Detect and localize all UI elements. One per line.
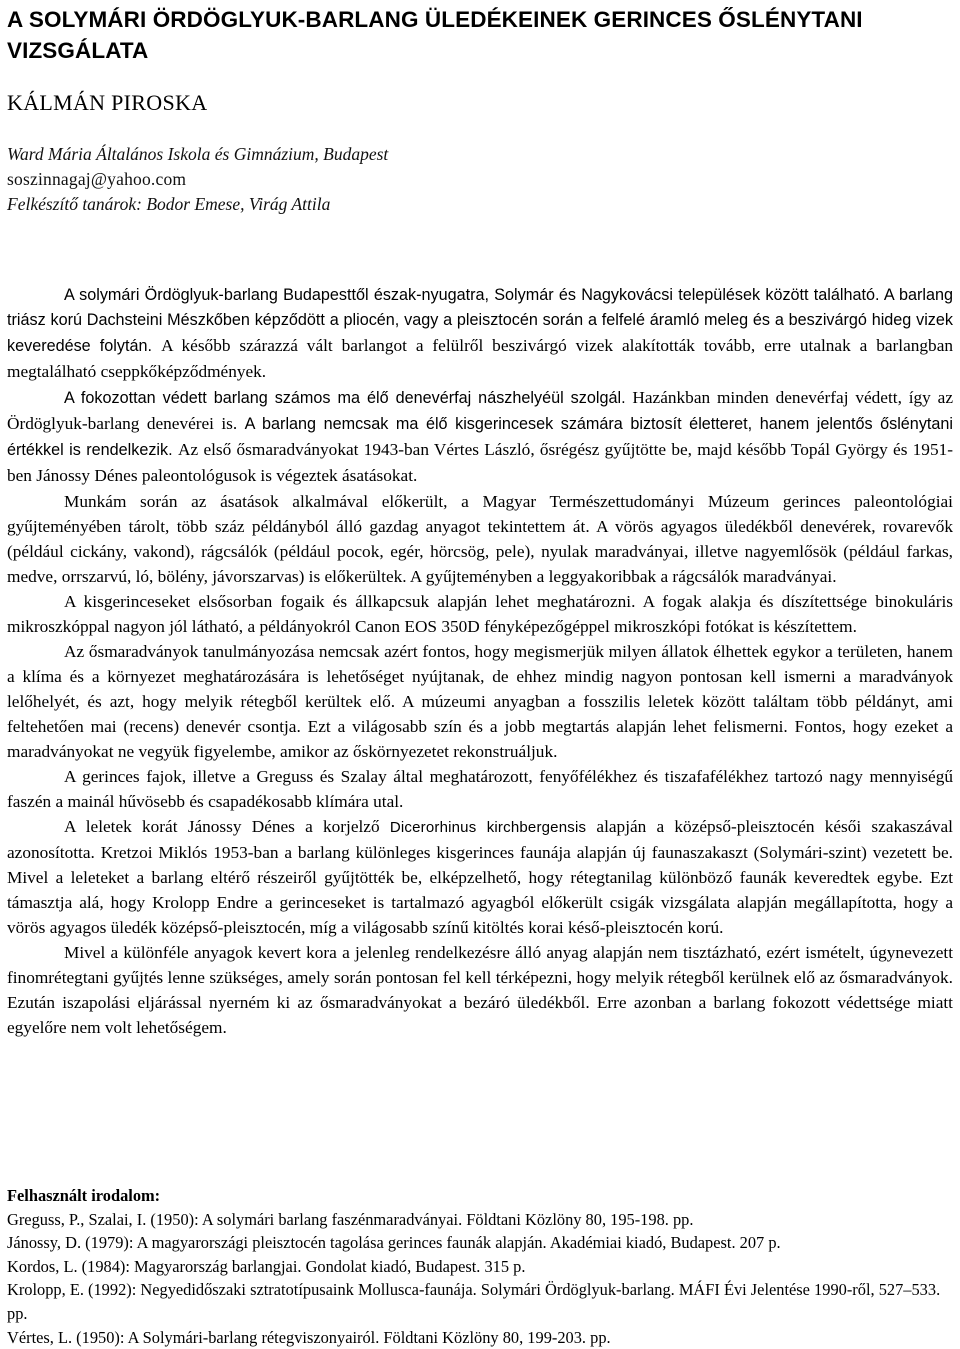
reference-item: Greguss, P., Szalai, I. (1950): A solymári barlang faszénmaradványai. Földtani Közlöny 80, 195-198. pp. [7,1209,694,1229]
p6-part-a: A leletek korát Jánossy Dénes a korjelző [64,817,390,836]
paragraph-2: Munkám során az ásatások alkalmával előkerült, a Magyar Természettudományi Múzeum gerinces paleontológiai gyűjteményében tárolt, több száz példányból álló gazdag anyagot tekintettem át. A vörös agyagos üledékből denevérek, rovarevők (például cickány, vakond), rágcsálók (például pocok, egér, hörcsög, pele), nyulak maradványai, illetve nagyemlősök (például farkas, medve, orrszarvú, ló, bölény, jávorszarvas) is előkerültek. A gyűjteményben a leggyakoribbak a rágcsálók maradványai. [7,492,953,586]
p6-part-b: alapján a középső-pleisztocén késői szakaszával azonosította. Kretzoi Miklós 1953-ban a barlang különleges kisgerinces faunája alapján új faunaszakaszt (Solymári-szint) vezetett be. Mivel a leleteket a barlang eltérő részeiről gyűjtötték be, elképzelhető, hogy rétegtanilag különböző faunák keveredtek egybe. Ezt támasztja alá, hogy Krolopp Endre a gerinceseket is tartalmazó agyagból előkerült csigák vizsgálata alapján megállapította, hogy a vörös agyagos üledék középső-pleisztocén, míg a világosabb színű kitöltés korai késő-pleisztocén korú. [7,817,953,937]
body-text [7,283,953,1040]
reference-item: Vértes, L. (1950): A Solymári-barlang rétegviszonyairól. Földtani Közlöny 80, 199-203. pp. [7,1327,611,1347]
affiliation-block [7,142,388,217]
p1-sentence-intro: A solymári Ördöglyuk-barlang Budapesttől észak-nyugatra, Solymár és Nagykovácsi települések között található. A barlang triász korú Dachsteini Mészkőben képződött a pliocén, vagy a pleisztocén során a felfelé áramló meleg és a beszivárgó hideg vizek keveredése folytán. [7,286,953,355]
author-name: KÁLMÁN PIROSKA [7,90,208,115]
p1-sentence-bats: Hazánkban minden denevérfaj védett, így az Ördöglyuk-barlang denevérei is. [7,388,953,433]
p1-sentence-protected: A fokozottan védett barlang számos ma élő denevérfaj nászhelyéül szolgál. [64,389,626,407]
paragraph-1 [7,283,953,385]
paper-title: A SOLYMÁRI ÖRDÖGLYUK-BARLANG ÜLEDÉKEINEK GERINCES ŐSLÉNYTANI VIZSGÁLATA [7,7,863,63]
paragraph-1b [7,385,953,489]
references-section [7,1184,953,1349]
paragraph-5: A gerinces fajok, illetve a Greguss és Szalay által meghatározott, fenyőfélékhez és tiszafafélékhez tartozó nagy mennyiségű faszén a mainál hűvösebb és csapadékosabb klímára utal. [7,767,953,811]
affiliation-school: Ward Mária Általános Iskola és Gimnázium, Budapest [7,144,389,164]
paragraph-4: Az ősmaradványok tanulmányozása nemcsak azért fontos, hogy megismerjük milyen állatok élhettek egykor a területen, hanem a klíma és a környezet meghatározására is lehetőséget nyújtanak, de ehhez mindig nagyon pontosan kell ismerni a maradványok lelőhelyét, és azt, hogy melyik rétegből kerültek elő. A múzeumi anyagban a fosszilis leletek között találtam több példányt, ami feltehetően mai (recens) denevér csontja. Ezt a világosabb szín és a jobb megtartás alapján lehet felismerni. Fontos, hogy ezeket a maradványokat ne vegyük figyelembe, amikor az őskörnyezetet rekonstruáljuk. [7,642,953,761]
reference-item: Jánossy, D. (1979): A magyarországi pleisztocén tagolása gerinces faunák alapján. Akadémiai kiadó, Budapest. 207 p. [7,1233,781,1253]
paragraph-3: A kisgerinceseket elsősorban fogaik és állkapcsuk alapján lehet meghatározni. A fogak alakja és díszítettsége binokuláris mikroszkóppal nagyon jól látható, a példányokról Canon EOS 350D fényképezőgéppel mikroszkópi fotókat is készítettem. [7,592,953,636]
p1-sentence-history: Az első ősmaradványokat 1943-ban Vértes László, ősrégész gyűjtötte be, majd később Topál György és 1951-ben Jánossy Dénes paleontológusok is végeztek ásatásokat. [7,440,953,485]
reference-item: Kordos, L. (1984): Magyarország barlangjai. Gondolat kiadó, Budapest. 315 p. [7,1256,526,1276]
supervisors-line: Felkészítő tanárok: Bodor Emese, Virág Attila [7,194,331,214]
species-name: Dicerorhinus kirchbergensis [389,819,587,836]
author-email: soszinnagaj@yahoo.com [7,169,187,189]
paragraph-6 [7,814,953,940]
references-title: Felhasznált irodalom: [7,1186,161,1205]
p1-sentence-dripstone: A később szárazzá vált barlangot a felülről beszivárgó vizek alakították tovább, erre utalnak a barlangban megtalálható cseppkőképződmények. [7,336,954,381]
paragraph-7: Mivel a különféle anyagok kevert kora a jelenleg rendelkezésre álló anyag alapján nem tisztázható, ezért ismételt, úgynevezett finomrétegtani gyűjtés lenne szükséges, amely során pontosan fel kell térképezni, hogy melyik rétegből kerülnek elő az ősmaradványok. Ezután iszapolási eljárással nyerném ki az ősmaradványokat a bezáró üledékből. Erre azonban a barlang fokozott védettsége miatt egyelőre nem volt lehetőségem. [7,943,953,1037]
p1-sentence-value: A barlang nemcsak ma élő kisgerincesek számára biztosít életteret, hanem jelentős őslénytani értékkel is rendelkezik. [7,415,954,459]
reference-item: Krolopp, E. (1992): Negyedidőszaki sztratotípusaink Mollusca-faunája. Solymári Ördöglyuk-barlang. MÁFI Évi Jelentése 1990-ről, 527–533. pp. [7,1280,941,1323]
